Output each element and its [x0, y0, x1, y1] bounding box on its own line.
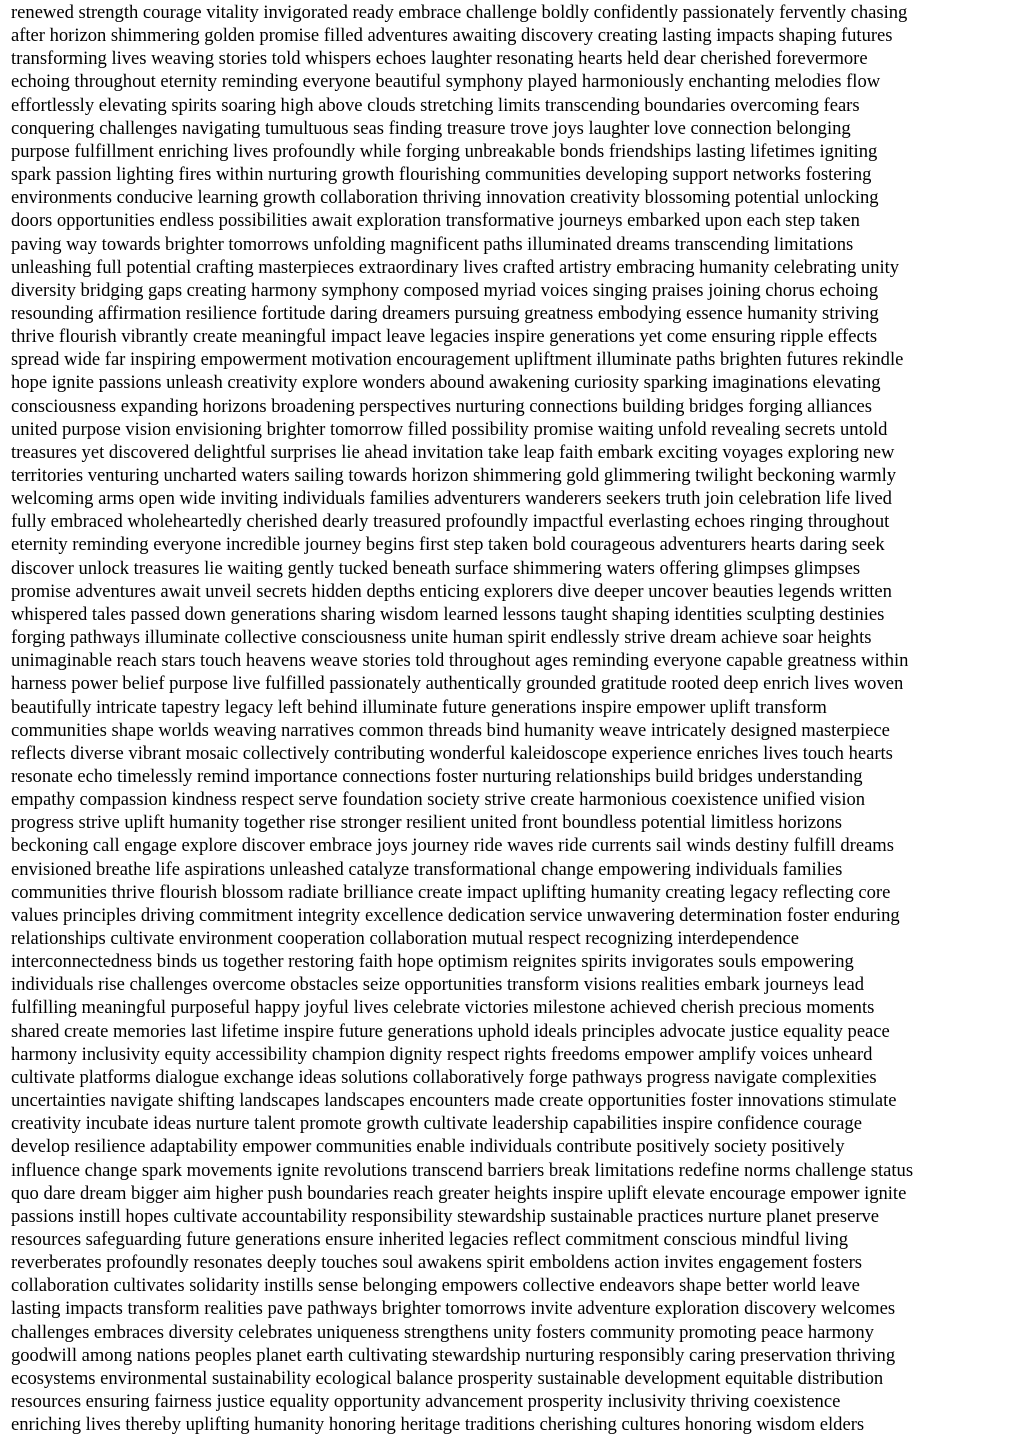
text-line: whispered tales passed down generations sharing wisdom learned lessons taught shaping identities sculpting destinies	[11, 603, 885, 625]
text-line: fully embraced wholeheartedly cherished dearly treasured profoundly impactful everlasting echoes ringing throughout	[11, 511, 890, 533]
text-line: transforming lives weaving stories told whispers echoes laughter resonating hearts held dear cherished forevermore	[11, 48, 868, 70]
text-line: collaboration cultivates solidarity instills sense belonging empowers collective endeavors shape better world leave	[11, 1275, 860, 1297]
text-line: unimaginable reach stars touch heavens weave stories told throughout ages reminding everyone capable greatness within	[11, 650, 909, 672]
text-line: forging pathways illuminate collective consciousness unite human spirit endlessly strive dream achieve soar heights	[11, 627, 872, 649]
text-line: environments conducive learning growth collaboration thriving innovation creativity blossoming potential unlocking	[11, 187, 879, 209]
text-line: interconnectedness binds us together restoring faith hope optimism reignites spirits invigorates souls empowering	[11, 951, 854, 973]
text-line: shared create memories last lifetime inspire future generations uphold ideals principles advocate justice equality peace	[11, 1020, 890, 1042]
text-line: creativity incubate ideas nurture talent promote growth cultivate leadership capabilities inspire confidence courage	[11, 1113, 862, 1135]
text-line: enriching lives thereby uplifting humanity honoring heritage traditions cherishing cultures honoring wisdom elders	[11, 1414, 865, 1436]
text-line: discover unlock treasures lie waiting gently tucked beneath surface shimmering waters offering glimpses glimpses	[11, 557, 861, 579]
text-line: challenges embraces diversity celebrates uniqueness strengthens unity fosters community promoting peace harmony	[11, 1321, 874, 1343]
text-line: treasures yet discovered delightful surprises lie ahead invitation take leap faith embark exciting voyages exploring new	[11, 441, 895, 463]
text-line: resources safeguarding future generations ensure inherited legacies reflect commitment conscious mindful living	[11, 1228, 849, 1250]
text-line: unleashing full potential crafting masterpieces extraordinary lives crafted artistry embracing humanity celebrating unity	[11, 256, 900, 278]
text-line: united purpose vision envisioning brighter tomorrow filled possibility promise waiting unfold revealing secrets untold	[11, 418, 888, 440]
text-line: doors opportunities endless possibilities await exploration transformative journeys embarked upon each step taken	[11, 210, 860, 232]
text-line: cultivate platforms dialogue exchange ideas solutions collaboratively forge pathways progress navigate complexities	[11, 1066, 877, 1088]
text-line: echoing throughout eternity reminding everyone beautiful symphony played harmoniously enchanting melodies flow	[11, 71, 881, 93]
text-line: welcoming arms open wide inviting individuals families adventurers wanderers seekers truth join celebration life lived	[11, 488, 892, 510]
text-line: relationships cultivate environment cooperation collaboration mutual respect recognizing interdependence	[11, 928, 799, 949]
text-line: values principles driving commitment integrity excellence dedication service unwavering determination foster enduring	[11, 904, 900, 926]
text-line: resources ensuring fairness justice equality opportunity advancement prosperity inclusivity thriving coexistence	[11, 1391, 841, 1412]
text-line: reflects diverse vibrant mosaic collectively contributing wonderful kaleidoscope experience enriches lives touch hearts	[11, 742, 893, 764]
text-line: promise adventures await unveil secrets hidden depths enticing explorers dive deeper uncover beauties legends written	[11, 580, 892, 602]
text-line: communities thrive flourish blossom radiate brilliance create impact uplifting humanity creating legacy reflecting core	[11, 881, 891, 903]
text-line: diversity bridging gaps creating harmony symphony composed myriad voices singing praises joining chorus echoing	[11, 279, 879, 301]
text-line: territories venturing uncharted waters sailing towards horizon shimmering gold glimmering twilight beckoning warmly	[11, 465, 897, 486]
text-line: resounding affirmation resilience fortitude daring dreamers pursuing greatness embodying essence humanity striving	[11, 302, 879, 324]
text-line: envisioned breathe life aspirations unleashed catalyze transformational change empowering individuals families	[11, 858, 843, 880]
text-line: eternity reminding everyone incredible journey begins first step taken bold courageous adventurers hearts daring seek	[11, 534, 885, 556]
text-line: lasting impacts transform realities pave pathways brighter tomorrows invite adventure exploration discovery welcomes	[11, 1298, 896, 1320]
text-line: beckoning call engage explore discover embrace joys journey ride waves ride currents sail winds destiny fulfill dreams	[11, 835, 894, 857]
text-line: hope ignite passions unleash creativity explore wonders abound awakening curiosity sparking imaginations elevating	[11, 372, 881, 394]
text-line: fulfilling meaningful purposeful happy joyful lives celebrate victories milestone achieved cherish precious moments	[11, 997, 875, 1019]
text-line: spark passion lighting fires within nurturing growth flourishing communities developing support networks fostering	[11, 164, 872, 186]
text-line: passions instill hopes cultivate accountability responsibility stewardship sustainable practices nurture planet preserve	[11, 1205, 880, 1227]
text-line: individuals rise challenges overcome obstacles seize opportunities transform visions realities embark journeys lead	[11, 974, 864, 996]
text-line: communities shape worlds weaving narratives common threads bind humanity weave intricately designed masterpiece	[11, 719, 890, 741]
text-line: develop resilience adaptability empower communities enable individuals contribute positively society positively	[11, 1136, 845, 1158]
text-line: influence change spark movements ignite revolutions transcend barriers break limitations redefine norms challenge status	[11, 1159, 914, 1181]
text-line: quo dare dream bigger aim higher push boundaries reach greater heights inspire uplift elevate encourage empower ignite	[11, 1182, 907, 1204]
text-line: progress strive uplift humanity together rise stronger resilient united front boundless potential limitless horizons	[11, 812, 842, 834]
text-line: beautifully intricate tapestry legacy left behind illuminate future generations inspire empower uplift transform	[11, 696, 827, 718]
text-line: effortlessly elevating spirits soaring high above clouds stretching limits transcending boundaries overcoming fears	[11, 94, 860, 116]
text-line: conquering challenges navigating tumultuous seas finding treasure trove joys laughter love connection belonging	[11, 117, 851, 139]
text-line: purpose fulfillment enriching lives profoundly while forging unbreakable bonds friendships lasting lifetimes igniting	[11, 140, 878, 162]
text-line: reverberates profoundly resonates deeply touches soul awakens spirit emboldens action invites engagement fosters	[11, 1252, 862, 1274]
text-line: empathy compassion kindness respect serve foundation society strive create harmonious coexistence unified vision	[11, 789, 866, 811]
text-line: thrive flourish vibrantly create meaningful impact leave legacies inspire generations yet come ensuring ripple effects	[11, 326, 878, 348]
text-line: goodwill among nations peoples planet earth cultivating stewardship nurturing responsibly caring preservation thriving	[11, 1344, 896, 1366]
text-line: ecosystems environmental sustainability ecological balance prosperity sustainable development equitable distribution	[11, 1367, 884, 1389]
text-line: harmony inclusivity equity accessibility champion dignity respect rights freedoms empower amplify voices unheard	[11, 1043, 873, 1065]
text-line: harness power belief purpose live fulfilled passionately authentically grounded gratitude rooted deep enrich lives woven	[11, 673, 904, 695]
text-line: consciousness expanding horizons broadening perspectives nurturing connections building bridges forging alliances	[11, 395, 873, 417]
text-line: paving way towards brighter tomorrows unfolding magnificent paths illuminated dreams transcending limitations	[11, 233, 854, 255]
text-line: spread wide far inspiring empowerment motivation encouragement upliftment illuminate paths brighten futures rekindle	[11, 349, 904, 371]
text-line: resonate echo timelessly remind importance connections foster nurturing relationships build bridges understanding	[11, 765, 863, 787]
text-line: uncertainties navigate shifting landscapes landscapes encounters made create opportunities foster innovations stimulate	[11, 1090, 897, 1112]
text-line: after horizon shimmering golden promise filled adventures awaiting discovery creating lasting impacts shaping futures	[11, 25, 893, 47]
text-line: renewed strength courage vitality invigorated ready embrace challenge boldly confidently passionately fervently chasing	[11, 2, 908, 23]
